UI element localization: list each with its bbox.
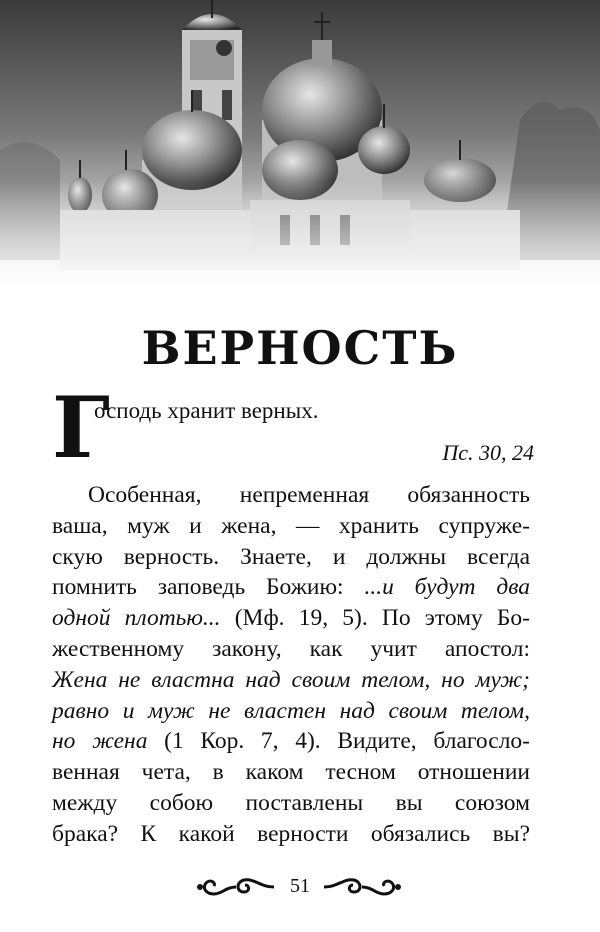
text-line [52,696,530,727]
text-run: жественному закону, как учит апостол: [52,635,530,662]
italic-quote: но жена [52,728,148,755]
text-run: Особенная, непременная обязанность [88,482,530,508]
italic-quote: Жена не властна над своим телом, но муж; [52,666,530,693]
text-run: помнить заповедь Божию: [52,574,365,601]
text-line [52,480,530,511]
italic-quote: одной плотью... [52,605,221,632]
text-run: (1 Кор. 7, 4). Видите, благосло- [147,728,530,755]
drop-cap: Г [52,378,110,477]
text-run: скую верность. Знаете, и должны всегда [52,543,530,570]
text-line [52,665,530,696]
italic-quote: ...и будут два [364,574,531,601]
text-run: брака? К какой верности обязались вы? [52,820,530,847]
text-line [52,603,530,634]
text-run: ваша, муж и жена, — хранить супруже- [52,512,530,539]
ornament-right-icon [322,874,402,900]
text-line [52,757,530,788]
text-line [52,572,530,603]
text-line [52,788,530,819]
text-run: (Мф. 19, 5). По этому Бо- [220,605,530,632]
page-footer [0,868,600,908]
text-line [52,511,530,542]
body-paragraph [52,480,530,850]
text-line [52,726,530,757]
epigraph-reference: Пс. 30, 24 [442,440,534,465]
epigraph-text: осподь хранит верных. [94,398,319,423]
text-line [52,819,530,850]
cathedral-illustration [0,0,600,300]
ornament-left-icon [196,874,276,900]
italic-quote: равно и муж не властен над своим телом, [52,697,530,724]
text-line [52,634,530,665]
text-run: венная чета, в каком тесном отношении [52,759,530,786]
page-number: 51 [290,875,310,897]
text-line [52,542,530,573]
text-run: между собою поставлены вы союзом [52,789,530,816]
chapter-title: ВЕРНОСТЬ [141,321,459,375]
